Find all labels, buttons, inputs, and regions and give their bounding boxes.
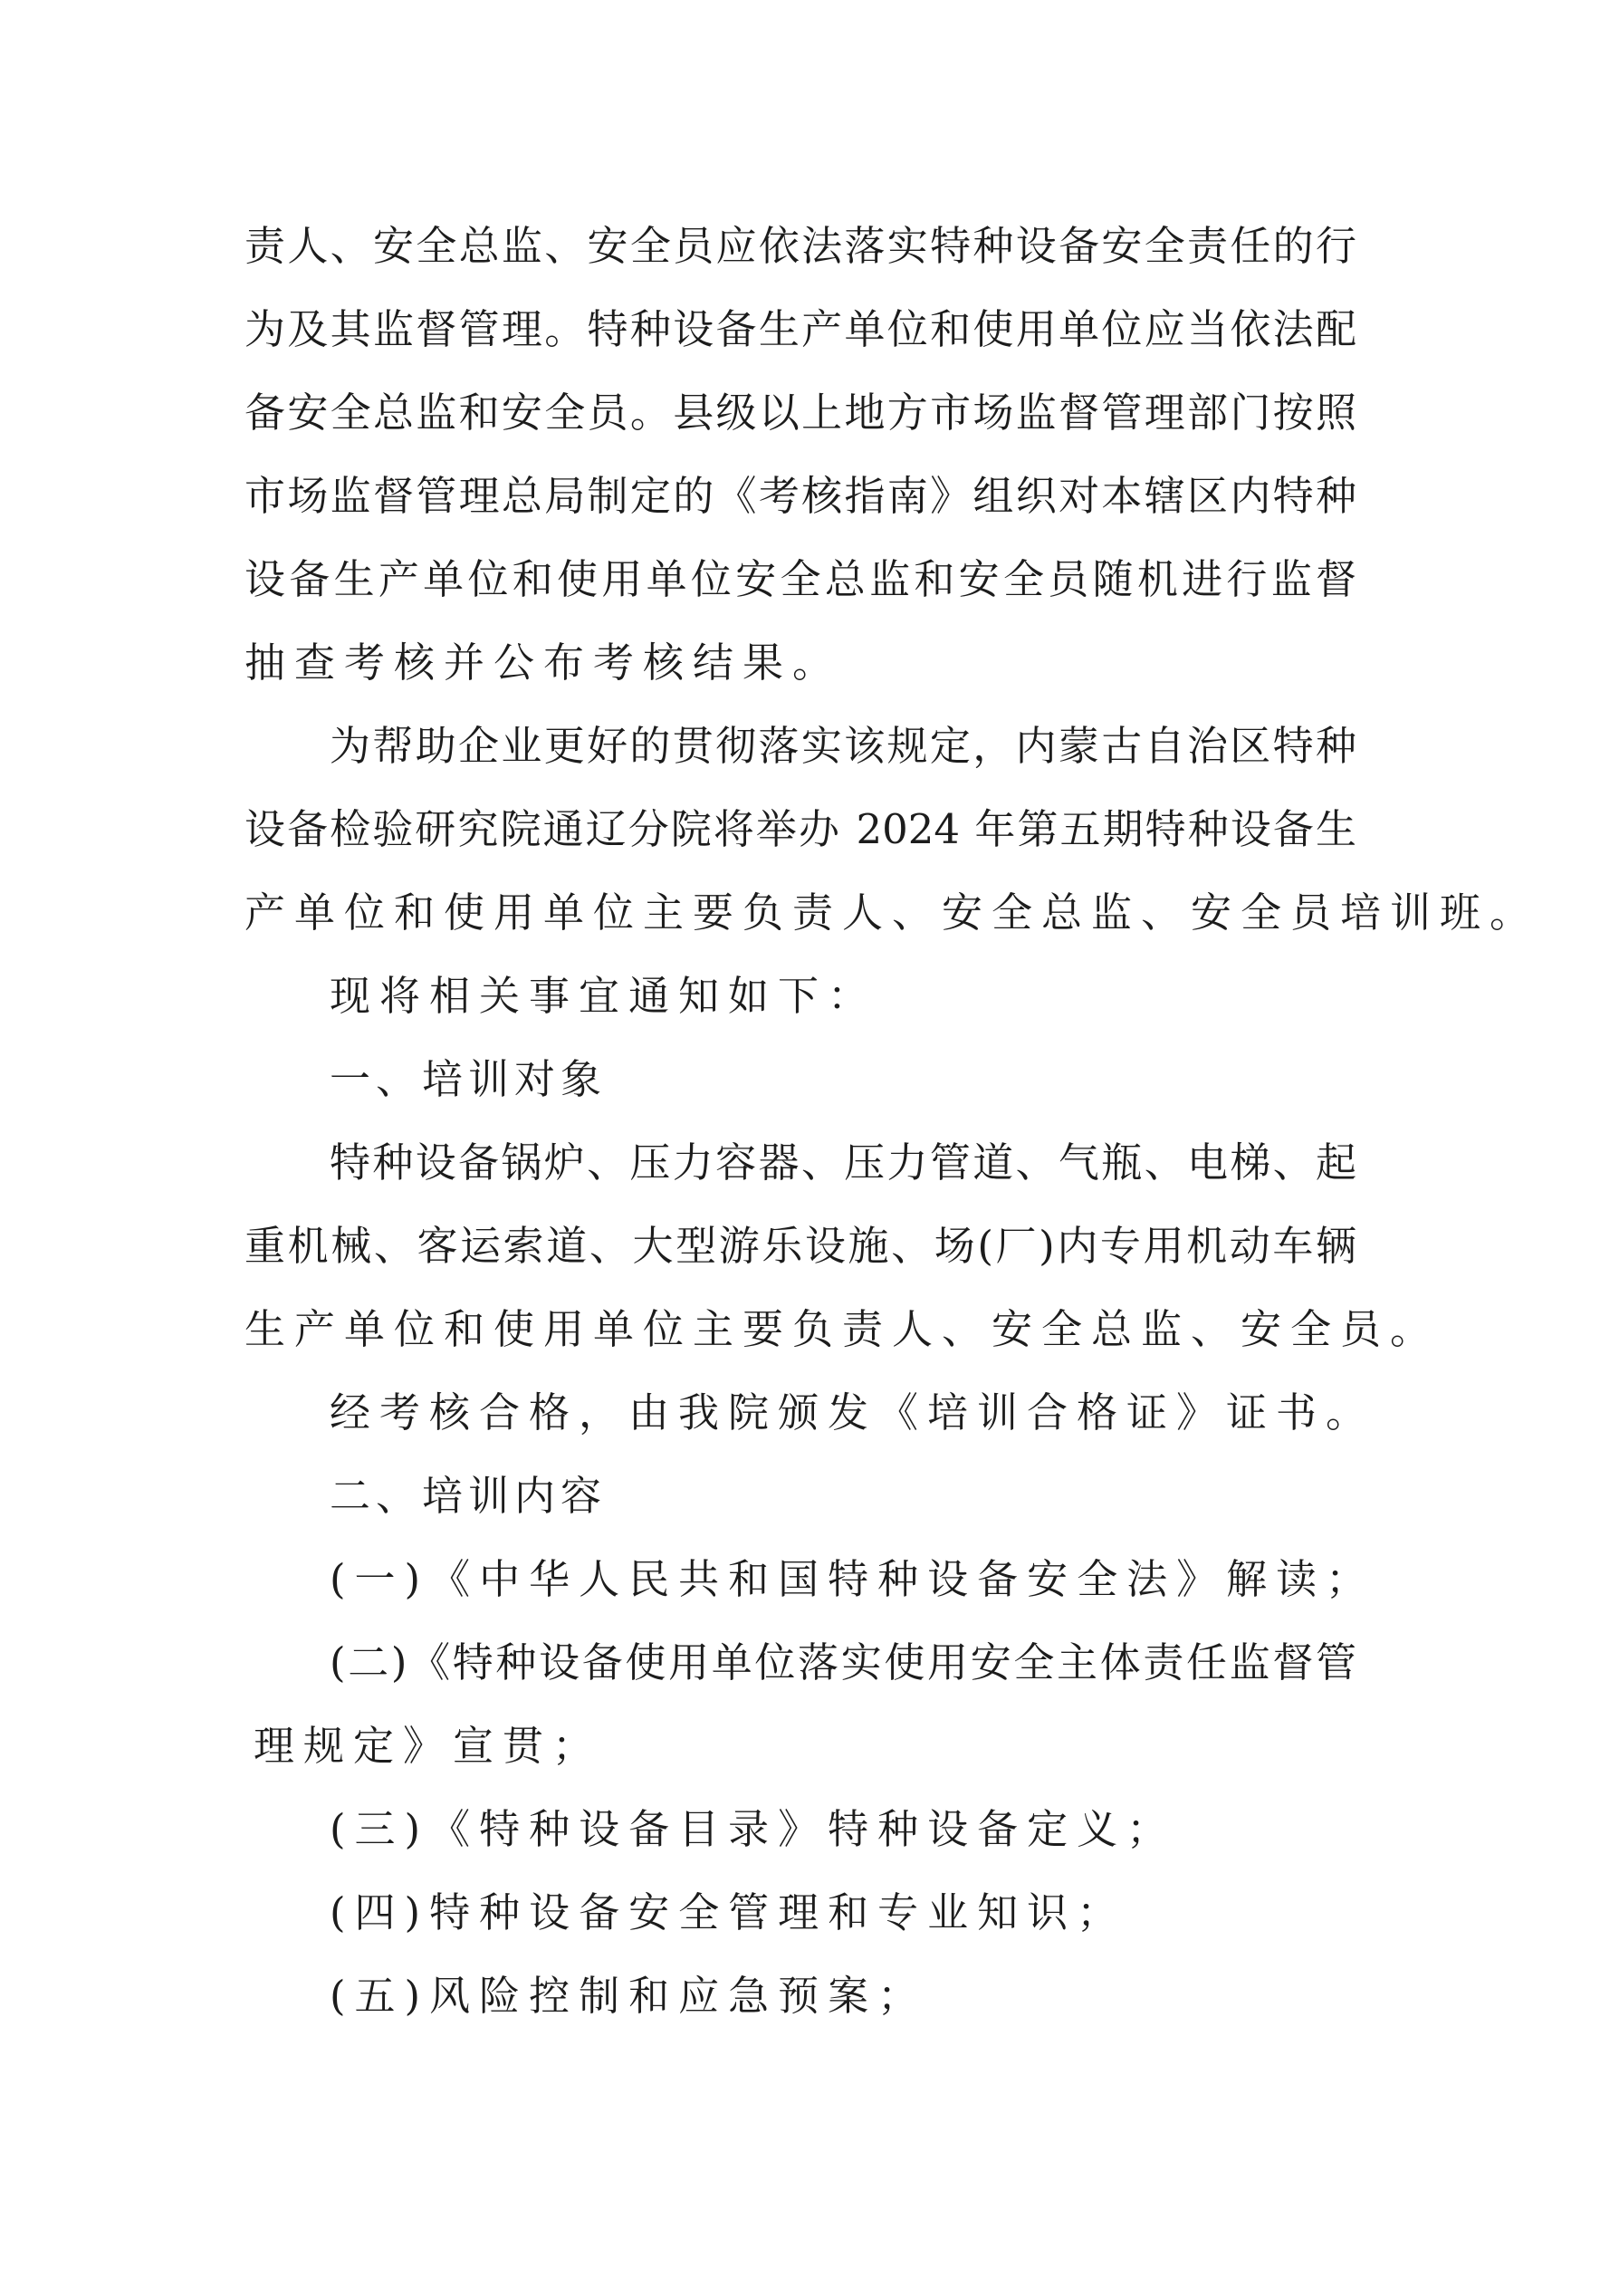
text-line: 备安全总监和安全员。县级以上地方市场监督管理部门按照 xyxy=(244,389,1356,437)
text-line: 特种设备锅炉、压力容器、压力管道、气瓶、电梯、起 xyxy=(330,1138,1356,1186)
paragraph-training-targets xyxy=(244,1121,1441,1371)
text-line: 产单位和使用单位主要负责人、安全总监、安全员培训班。 xyxy=(244,889,1540,937)
section-heading-training-targets: 一、培训对象 xyxy=(330,1055,608,1103)
paragraph-responsibility xyxy=(244,205,1356,705)
paragraph-training-announcement xyxy=(244,705,1540,955)
list-item: (四)特种设备安全管理和专业知识； xyxy=(330,1888,1127,1936)
list-item: (三)《特种设备目录》特种设备定义； xyxy=(330,1805,1177,1853)
paragraph-certificate: 经考核合格，由我院颁发《培训合格证》证书。 xyxy=(330,1388,1376,1436)
text-line: 为帮助企业更好的贯彻落实该规定，内蒙古自治区特种 xyxy=(330,722,1356,770)
list-item: (一)《中华人民共和国特种设备安全法》解读； xyxy=(330,1555,1376,1603)
text-line: 设备检验研究院通辽分院将举办 2024 年第五期特种设备生 xyxy=(244,805,1356,853)
list-item: (五)风险控制和应急预案； xyxy=(330,1972,928,2020)
list-item: (二)《特种设备使用单位落实使用安全主体责任监督管 xyxy=(330,1638,1356,1686)
text-line: 生产单位和使用单位主要负责人、安全总监、安全员。 xyxy=(244,1305,1441,1353)
section-heading-training-content: 二、培训内容 xyxy=(330,1472,608,1520)
text-line: 责人、安全总监、安全员应依法落实特种设备安全责任的行 xyxy=(244,222,1356,270)
text-line: 抽查考核并公布考核结果。 xyxy=(244,639,843,687)
paragraph-notice-intro: 现将相关事宜通知如下： xyxy=(330,972,878,1020)
document-page xyxy=(244,205,1540,2038)
text-line: 设备生产单位和使用单位安全总监和安全员随机进行监督 xyxy=(244,555,1356,603)
text-line: 重机械、客运索道、大型游乐设施、场(厂)内专用机动车辆 xyxy=(244,1222,1356,1270)
training-content-list xyxy=(244,1538,1376,2038)
text-line: 为及其监督管理。特种设备生产单位和使用单位应当依法配 xyxy=(244,305,1356,353)
text-line: 市场监督管理总局制定的《考核指南》组织对本辖区内特种 xyxy=(244,472,1356,520)
list-item-continuation: 理规定》宣贯； xyxy=(254,1722,603,1770)
